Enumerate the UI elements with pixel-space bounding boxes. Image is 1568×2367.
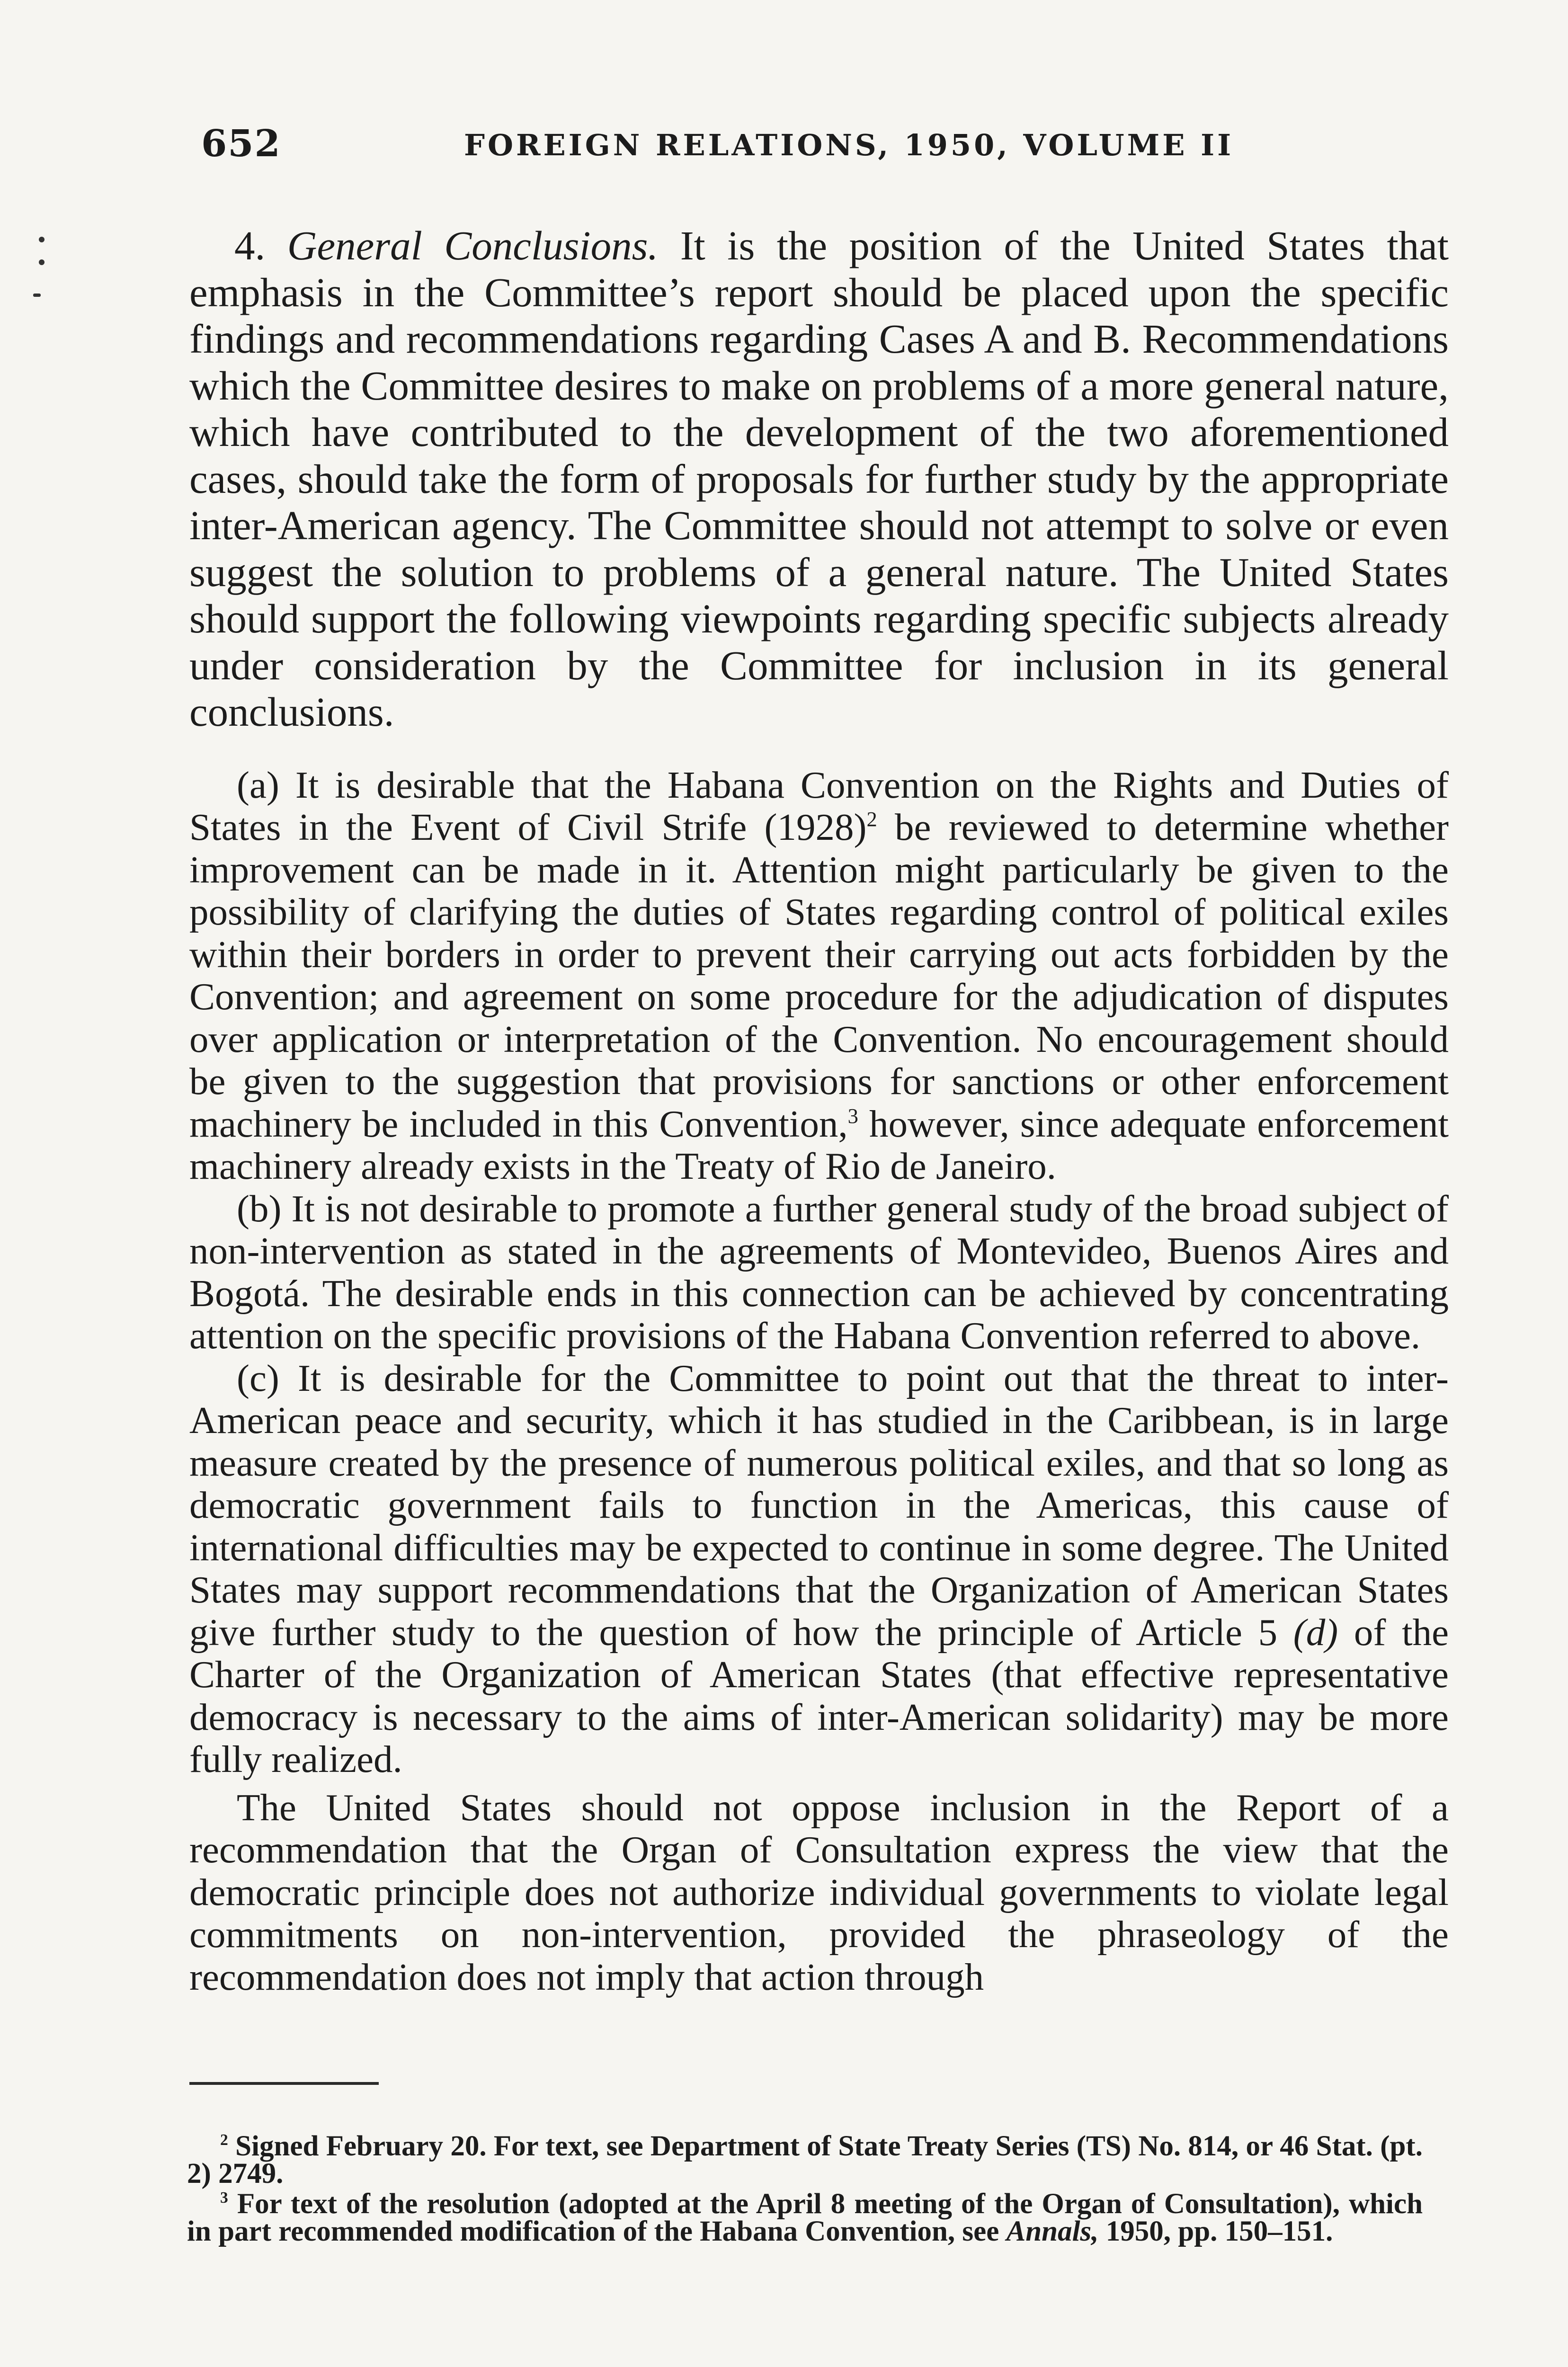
article-clause: (d) [1293, 1611, 1338, 1654]
page-number: 652 [201, 122, 281, 165]
list-item: (b) It is not desirable to promote a further general study of the broad subject of non-intervention as stated in the agreements of Montevideo, Buenos Aires and Bogotá. The desirable ends in this connection can be achieved by concentrating attention on the specific provisions of the Habana Convention referred to above. [189, 1187, 1449, 1357]
viewpoints-list [189, 764, 1449, 1999]
footnote-ref: 2 [866, 807, 877, 831]
footnotes [187, 2130, 1423, 2248]
point-label: (b) [237, 1187, 282, 1230]
footnote: $^3$ For text of the resolution (adopted at the April 8 meeting of the Organ of Consultation), which in part recommended modification of the Habana Convention, see Annals, 1950, pp. 150–151. [187, 2188, 1423, 2247]
list-item: (c) It is desirable for the Committee to point out that the threat to inter-American peace and security, which it has studied in the Caribbean, is in large measure created by the presence of numerous political exiles, and that so long as democratic government fails to function in the Americas, this cause of international difficulties may be expected to continue in some degree. The United States may support recommendations that the Organization of American States give further study to the question of how the principle of Article 5 (d) of the Charter of the Organization of American States (that effective representative democracy is necessary to the aims of inter-American solidarity) may be more fully realized. [189, 1356, 1449, 1780]
publication-title: Annals, [1006, 2216, 1099, 2247]
point-label: (a) [237, 763, 279, 806]
list-item: (a) It is desirable that the Habana Convention on the Rights and Duties of States in the Event of Civil Strife $(1928)^2$ be reviewed to determine whether improvement can be made in it. Attention might particularly be given to the possibility of clarifying the duties of States regarding control of political exiles within their borders in order to prevent their carrying out acts forbidden by the Convention; and agreement on some procedure for the adjudication of disputes over application or interpretation of the Convention. No encouragement should be given to the suggestion that provisions for sanctions or other enforcement machinery be included in this Convention,$^3$ however, since adequate enforcement machinery already exists in the Treaty of Rio de Janeiro. [189, 763, 1449, 1187]
footnote-marker: 3 [220, 2189, 228, 2207]
closing-paragraph: The United States should not oppose inclusion in the Report of a recommendation that the Organ of Consultation express the view that the democratic principle does not authorize individual governments to violate legal commitments on non-intervention, provided the phraseology of the recommendation does not imply that action through [189, 1786, 1449, 1998]
running-head: FOREIGN RELATIONS, 1950, VOLUME II [464, 128, 1234, 162]
footnote-marker: 2 [220, 2131, 228, 2149]
footnote: $^2$ Signed February 20. For text, see Department of State Treaty Series (TS) No. 814, or 46 Stat. (pt. 2) 2749. [187, 2130, 1423, 2189]
body-text [189, 222, 1449, 1998]
margin-speck [39, 259, 45, 265]
margin-speck [33, 294, 41, 297]
footnote-divider [189, 2082, 379, 2085]
general-conclusions-paragraph [189, 222, 1449, 736]
section-number: 4. [234, 222, 266, 268]
margin-speck [39, 237, 45, 242]
point-label: (c) [237, 1356, 279, 1399]
section-intro: It is the position of the United States that emphasis in the Committee’s report should be placed upon the specific findings and recommendations regarding Cases A and B. Recommendations which the Committee desires to make on problems of a more general nature, which have contributed to the development of the two aforementioned cases, should take the form of proposals for further study by the appropriate inter-American agency. The Committee should not attempt to solve or even suggest the solution to problems of a general nature. The United States should support the following viewpoints regarding specific subjects already under consideration by the Committee for inclusion in its general conclusions. [189, 222, 1449, 735]
section-heading: General Conclusions. [287, 222, 659, 268]
page-header [201, 122, 1451, 174]
footnote-ref: 3 [847, 1103, 858, 1128]
